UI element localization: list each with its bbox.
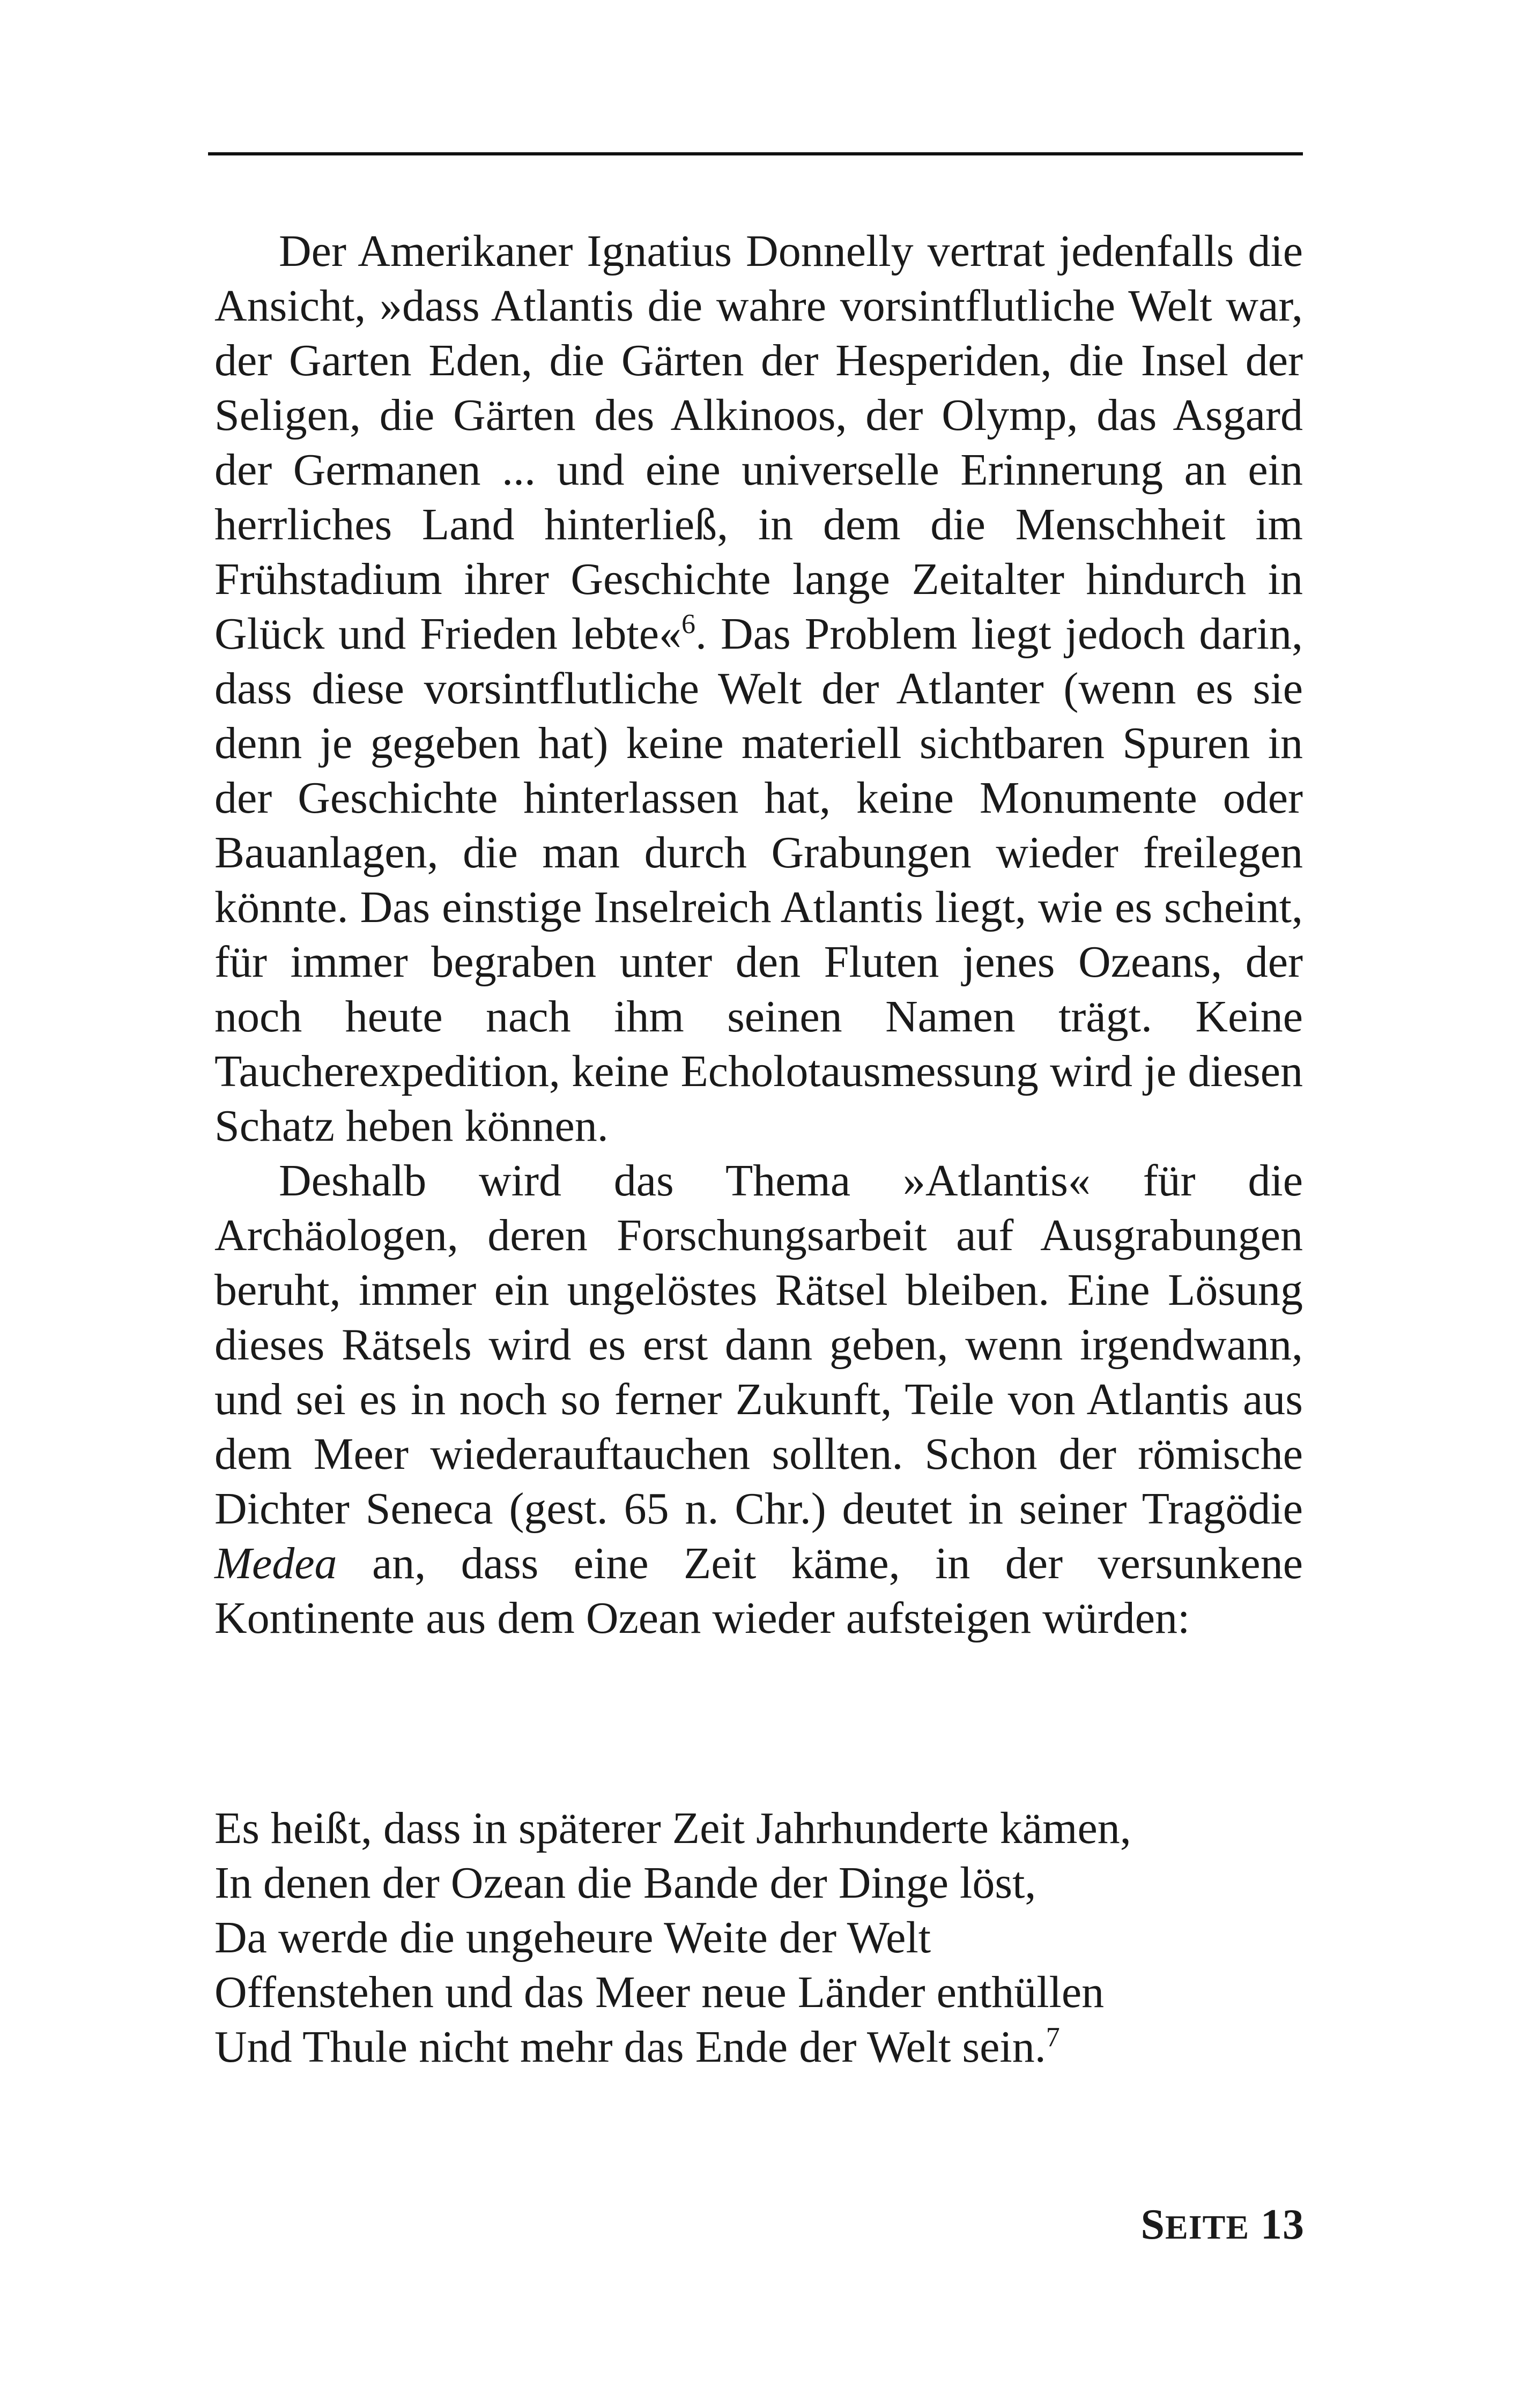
paragraph-2-text: Deshalb wird das Thema »Atlantis« für die Archäologen, deren Forschungsarbeit auf Ausgrabungen beruht, immer ein ungelöstes Rätsel bleiben. Eine Lösung dieses Rätsels wird es erst dann geben, wenn irgendwann, und sei es in noch so ferner Zukunft, Teile von Atlantis aus dem Meer wiederauftauchen sollten. Schon der römische Dichter Seneca (gest. 65 n. Chr.) deutet in seiner Tragödie — [214, 1156, 1303, 1534]
poem-line-text: Und Thule nicht mehr das Ende der Welt sein. — [214, 2022, 1046, 2072]
footnote-marker-7: 7 — [1046, 2022, 1060, 2053]
poem-quote — [214, 1801, 1303, 2075]
folio-label-initial: S — [1140, 2201, 1166, 2248]
poem-line: Offenstehen und das Meer neue Länder enthüllen — [214, 1967, 1105, 2017]
paragraph-1-text-continued: . Das Problem liegt jedoch darin, dass diese vorsintflutliche Welt der Atlanter (wenn es sie denn je gegeben hat) keine materiell sichtbaren Spuren in der Geschichte hinterlassen hat, keine Monumente oder Bauanlagen, die man durch Grabungen wieder freilegen könnte. Das einstige Inselreich Atlantis liegt, wie es scheint, für immer begraben unter den Fluten jenes Ozeans, der noch heute nach ihm seinen Namen trägt. Keine Taucherexpedition, keine Echolotausmessung wird je diesen Schatz heben können. — [214, 609, 1303, 1151]
paragraph-2 — [214, 1154, 1303, 1646]
poem-line: Da werde die ungeheure Weite der Welt — [214, 1913, 931, 1963]
page-number — [1141, 2201, 1305, 2249]
folio-number: 13 — [1261, 2201, 1305, 2248]
paragraph-1-text: Der Amerikaner Ignatius Donnelly vertrat jedenfalls die Ansicht, »dass Atlantis die wahre vorsintflutliche Welt war, der Garten Eden, die Gärten der Hesperiden, die Insel der Seligen, die Gärten des Alkinoos, der Olymp, das Asgard der Germanen ... und eine universelle Erinnerung an ein herrliches Land hinterließ, in dem die Menschheit im Frühstadium ihrer Geschichte lange Zeitalter hindurch in Glück und Frieden lebte« — [214, 226, 1303, 659]
folio-label-rest: EITE — [1165, 2208, 1249, 2246]
poem-line: In denen der Ozean die Bande der Dinge löst, — [214, 1858, 1036, 1908]
poem-line: Es heißt, dass in späterer Zeit Jahrhunderte kämen, — [214, 1803, 1131, 1853]
header-rule — [208, 152, 1303, 155]
paragraph-1 — [214, 224, 1303, 1154]
footnote-marker-6: 6 — [681, 609, 696, 640]
paragraph-2-text-continued: an, dass eine Zeit käme, in der versunkene Kontinente aus dem Ozean wieder aufsteigen würden: — [214, 1539, 1303, 1643]
poem-line-last — [214, 2020, 1303, 2075]
work-title-medea: Medea — [214, 1539, 337, 1588]
body-text — [214, 224, 1303, 1646]
